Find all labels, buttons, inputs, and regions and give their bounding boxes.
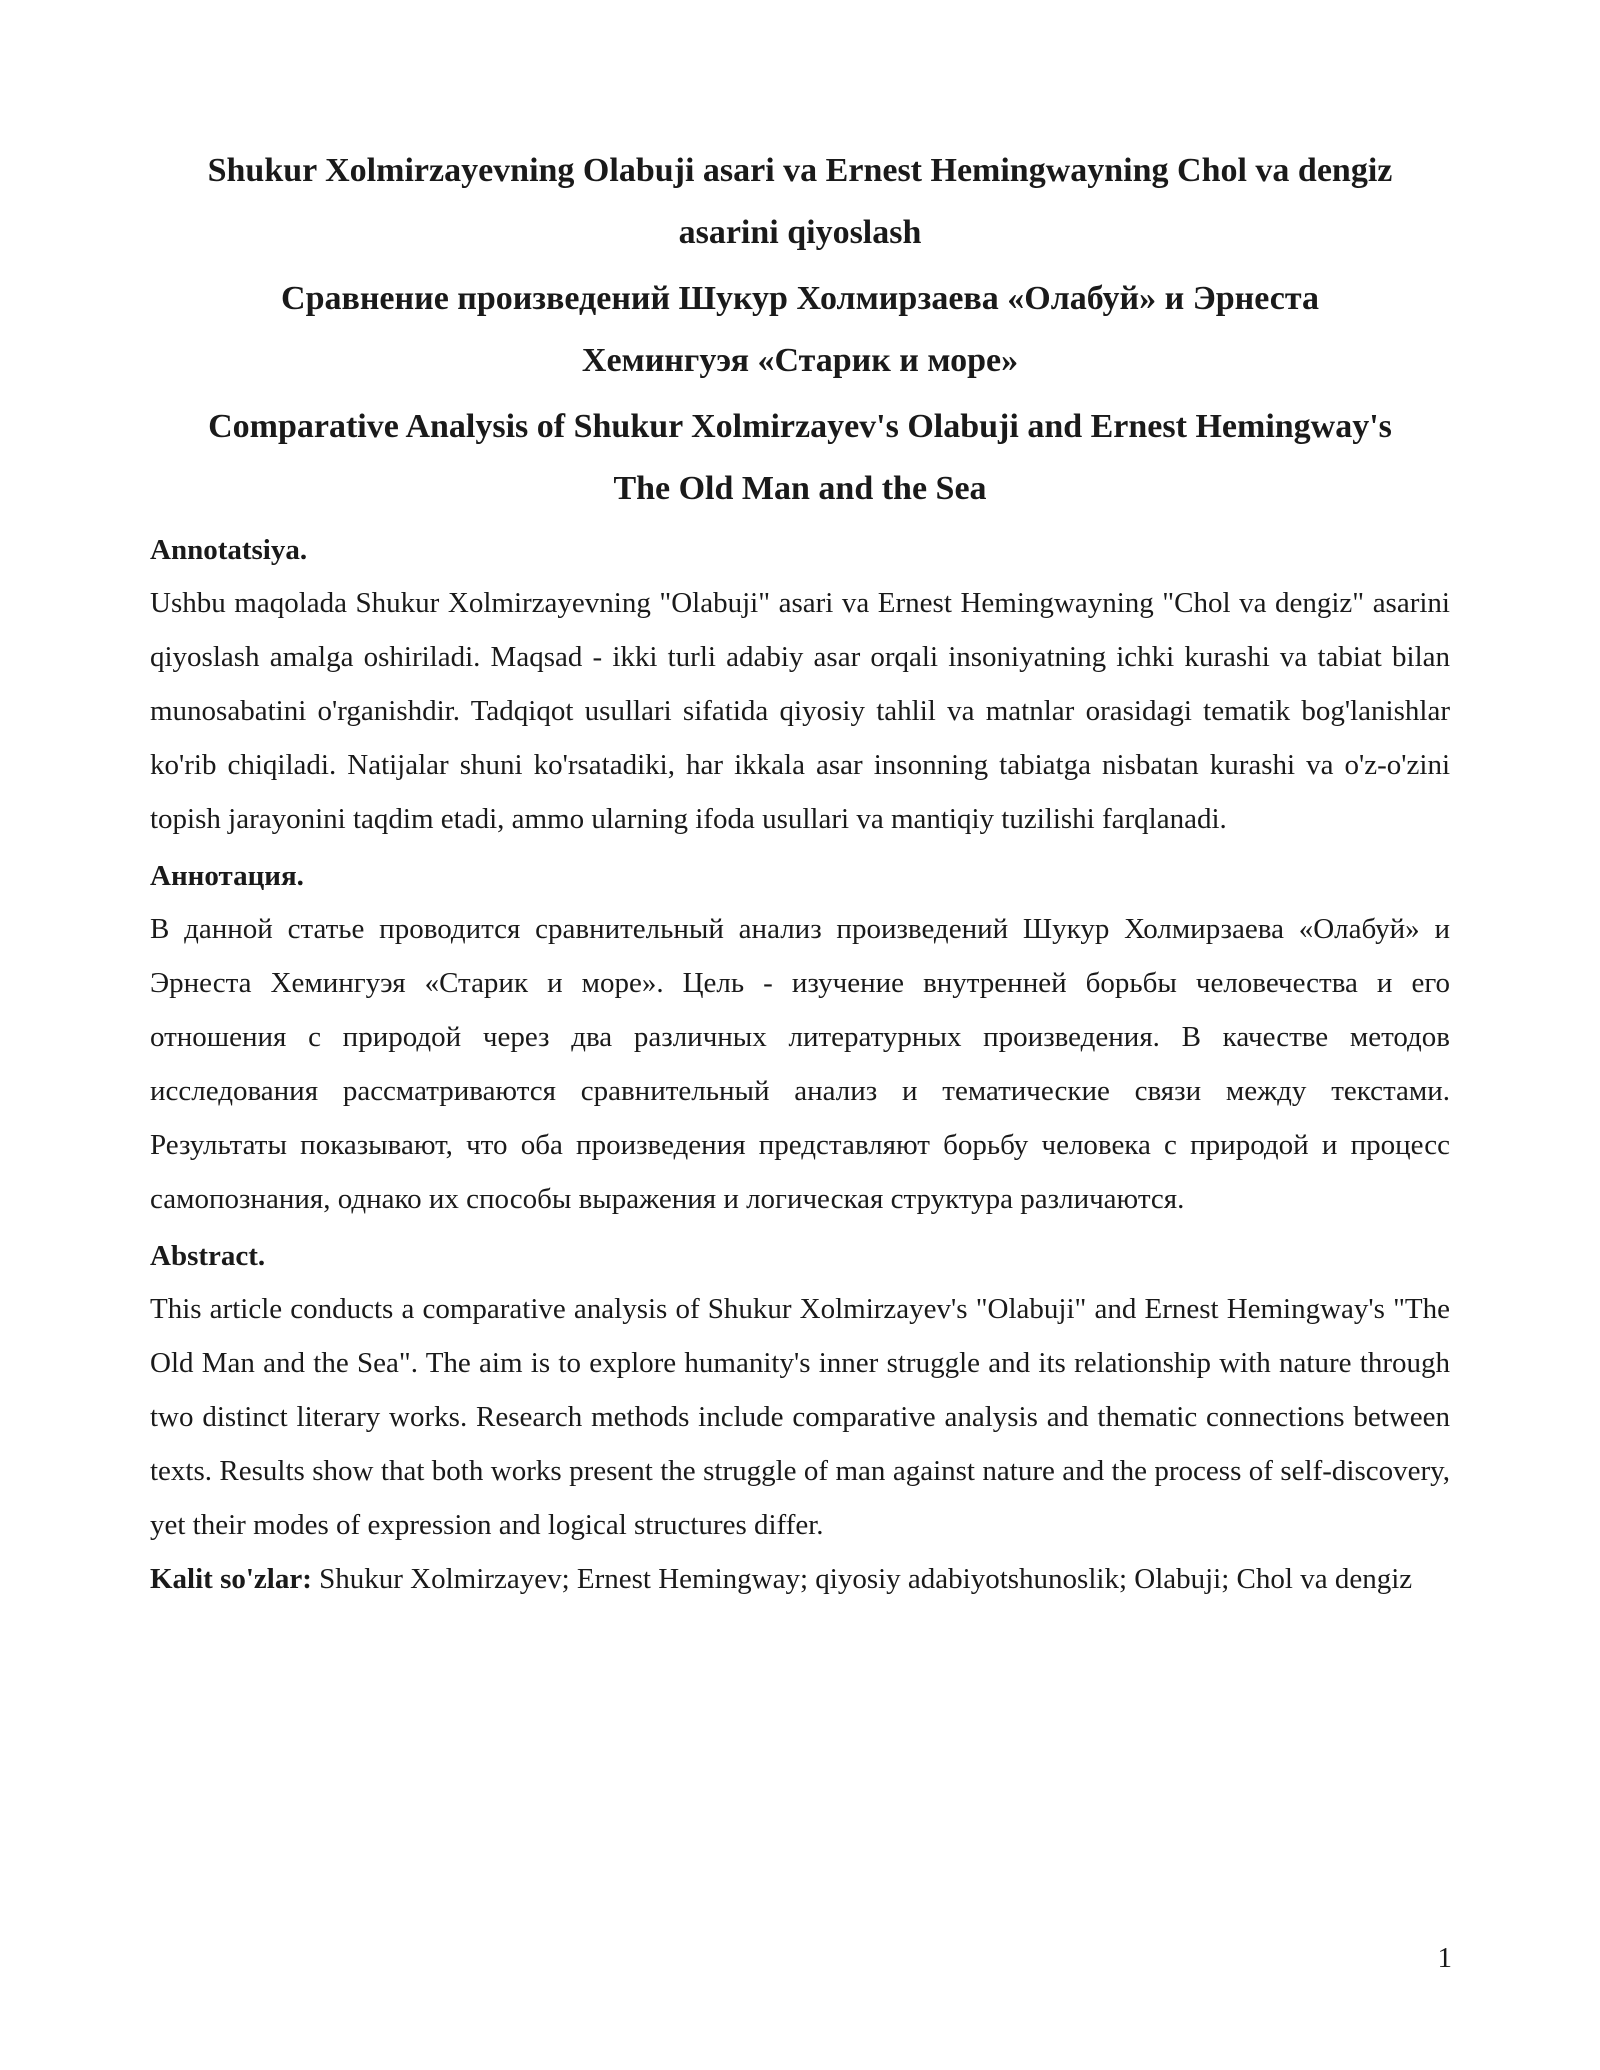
page-number: 1	[1437, 1942, 1452, 1974]
annotation-russian-heading: Аннотация.	[150, 860, 304, 892]
keywords-label: Kalit so'zlar:	[150, 1563, 312, 1595]
title-english	[150, 396, 1450, 520]
title-uzbek-line-2: asarini qiyoslash	[678, 214, 922, 251]
title-russian-line-2: Хемингуэя «Старик и море»	[581, 342, 1019, 379]
title-block	[150, 140, 1450, 520]
annotation-uzbek-heading: Annotatsiya.	[150, 534, 308, 566]
title-uzbek-line-1: Shukur Xolmirzayevning Olabuji asari va Ernest Hemingwayning Chol va dengiz	[207, 152, 1393, 189]
title-english-line-2: The Old Man and the Sea	[613, 470, 987, 507]
keywords-text: Shukur Xolmirzayev; Ernest Hemingway; qiyosiy adabiyotshunoslik; Olabuji; Chol va dengiz	[311, 1563, 1413, 1595]
title-russian	[150, 268, 1450, 392]
abstract-english-heading: Abstract.	[150, 1240, 266, 1272]
title-uzbek	[150, 140, 1450, 264]
abstract-english-text: This article conducts a comparative analysis of Shukur Xolmirzayev's "Olabuji" and Ernest Hemingway's "The Old Man and the Sea". The aim is to explore humanity's inner struggle and its relationship with nature through two distinct literary works. Research methods include comparative analysis and thematic connections between texts. Results show that both works present the struggle of man against nature and the process of self-discovery, yet their modes of expression and logical structures differ.	[150, 1293, 1450, 1541]
title-english-line-1: Comparative Analysis of Shukur Xolmirzayev's Olabuji and Ernest Hemingway's	[208, 408, 1392, 445]
annotation-russian-text: В данной статье проводится сравнительный анализ произведений Шукур Холмирзаева «Олабуй» и Эрнеста Хемингуэя «Старик и море». Цель - изучение внутренней борьбы человечества и его отношения с природой через два различных литературных произведения. В качестве методов исследования рассматриваются сравнительный анализ и тематические связи между текстами. Результаты показывают, что оба произведения представляют борьбу человека с природой и процесс самопознания, однако их способы выражения и логическая структура различаются.	[150, 913, 1450, 1215]
annotation-uzbek-text: Ushbu maqolada Shukur Xolmirzayevning "Olabuji" asari va Ernest Hemingwayning "Chol va dengiz" asarini qiyoslash amalga oshiriladi. Maqsad - ikki turli adabiy asar orqali insoniyatning ichki kurashi va tabiat bilan munosabatini o'rganishdir. Tadqiqot usullari sifatida qiyosiy tahlil va matnlar orasidagi tematik bog'lanishlar ko'rib chiqiladi. Natijalar shuni ko'rsatadiki, har ikkala asar insonning tabiatga nisbatan kurashi va o'z-o'zini topish jarayonini taqdim etadi, ammo ularning ifoda usullari va mantiqiy tuzilishi farqlanadi.	[150, 587, 1450, 835]
title-russian-line-1: Сравнение произведений Шукур Холмирзаева «Олабуй» и Эрнеста	[281, 280, 1319, 317]
paper-page	[150, 140, 1450, 1606]
keywords	[150, 1552, 1450, 1606]
